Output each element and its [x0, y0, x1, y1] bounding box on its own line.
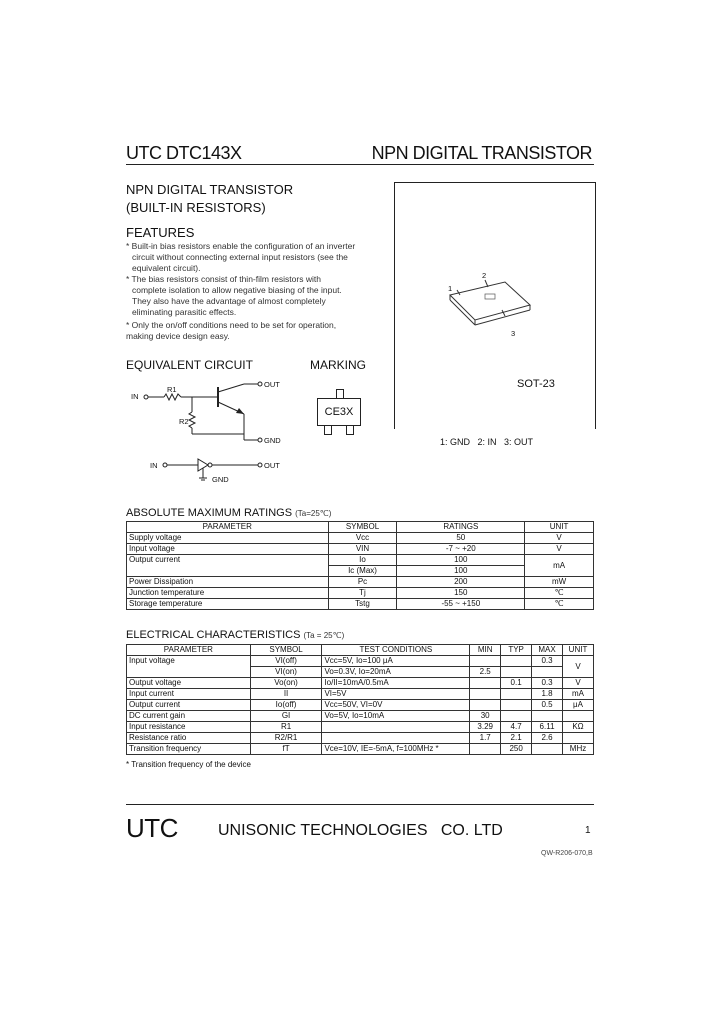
part-number: UTC DTC143X	[126, 143, 242, 163]
table-row	[127, 588, 594, 599]
out-label: OUT	[264, 380, 280, 389]
table-row	[127, 733, 594, 744]
col-parameter: PARAMETER	[127, 645, 251, 656]
title-line2: (BUILT-IN RESISTORS)	[126, 200, 266, 215]
cell: Vcc	[328, 533, 397, 544]
cell: mW	[525, 577, 594, 588]
cell: ℃	[525, 599, 594, 610]
pin3-label: 3	[511, 329, 516, 338]
cell: VI(on)	[250, 667, 322, 678]
gnd2-label: GND	[212, 475, 229, 484]
feature-line: making device design easy.	[126, 331, 230, 341]
cell: Output current	[127, 555, 329, 577]
col-min: MIN	[470, 645, 501, 656]
cell: KΩ	[563, 722, 594, 733]
cell: ℃	[525, 588, 594, 599]
col-parameter: PARAMETER	[127, 522, 329, 533]
marking-heading: MARKING	[310, 358, 367, 372]
feature-line: circuit without connecting external input resistors (see the	[132, 252, 348, 262]
cell: R2/R1	[250, 733, 322, 744]
cell: -7 ~ +20	[397, 544, 525, 555]
feature-line: * Only the on/off conditions need to be set for operation,	[126, 320, 337, 330]
cell: 0.5	[532, 700, 563, 711]
gnd-label: GND	[264, 436, 281, 445]
cell: Resistance ratio	[127, 733, 251, 744]
cell: Power Dissipation	[127, 577, 329, 588]
cell: 50	[397, 533, 525, 544]
equivalent-circuit	[126, 372, 296, 492]
cell: mA	[563, 689, 594, 700]
cell	[532, 711, 563, 722]
cell: Output voltage	[127, 678, 251, 689]
elec-condition: (Ta = 25℃)	[303, 631, 345, 640]
cell	[470, 744, 501, 755]
cell	[322, 722, 470, 733]
cell: 100	[397, 555, 525, 566]
table-row	[127, 599, 594, 610]
cell: Input voltage	[127, 544, 329, 555]
table-row	[127, 689, 594, 700]
cell: Vo(on)	[250, 678, 322, 689]
header-rule	[126, 164, 594, 165]
marking-pin-bl	[324, 425, 332, 435]
features-heading: FEATURES	[126, 225, 195, 240]
r2-label: R2	[179, 417, 189, 426]
cell: Input resistance	[127, 722, 251, 733]
footer-logo: UTC	[126, 813, 178, 843]
feature-line: * Built-in bias resistors enable the configuration of an inverter	[126, 241, 356, 251]
cell: Storage temperature	[127, 599, 329, 610]
cell: Vcc=5V, Io=100 μA	[322, 656, 470, 667]
cell	[501, 700, 532, 711]
cell: Pc	[328, 577, 397, 588]
cell: Io/II=10mA/0.5mA	[322, 678, 470, 689]
cell	[501, 689, 532, 700]
cell: VIN	[328, 544, 397, 555]
cell: Input current	[127, 689, 251, 700]
col-test-conditions: TEST CONDITIONS	[322, 645, 470, 656]
footer-company: UNISONIC TECHNOLOGIES CO. LTD	[218, 822, 503, 839]
feature-line: complete isolation to allow negative biasing of the input.	[132, 285, 342, 295]
col-symbol: SYMBOL	[328, 522, 397, 533]
cell: 2.6	[532, 733, 563, 744]
table-row	[127, 577, 594, 588]
table-header-row	[127, 645, 594, 656]
col-unit: UNIT	[525, 522, 594, 533]
cell: 150	[397, 588, 525, 599]
feature-line: They also have the advantage of almost completely	[132, 296, 326, 306]
col-typ: TYP	[501, 645, 532, 656]
in-label: IN	[131, 392, 139, 401]
cell	[532, 744, 563, 755]
cell: Io	[328, 555, 397, 566]
cell: 4.7	[501, 722, 532, 733]
cell: GI	[250, 711, 322, 722]
features-list	[126, 241, 376, 342]
marking-pin-br	[346, 425, 354, 435]
cell: Junction temperature	[127, 588, 329, 599]
cell	[501, 711, 532, 722]
cell: DC current gain	[127, 711, 251, 722]
table-row	[127, 533, 594, 544]
cell	[470, 656, 501, 667]
cell: Vce=10V, IE=-5mA, f=100MHz *	[322, 744, 470, 755]
cell	[470, 689, 501, 700]
cell: V	[525, 533, 594, 544]
cell: Output current	[127, 700, 251, 711]
feature-line: eliminating parasitic effects.	[132, 307, 237, 317]
table-header-row	[127, 522, 594, 533]
cell: II	[250, 689, 322, 700]
table-row	[127, 700, 594, 711]
cell: fT	[250, 744, 322, 755]
feature-line: * The bias resistors consist of thin-film resistors with	[126, 274, 321, 284]
cell: -55 ~ +150	[397, 599, 525, 610]
cell: μA	[563, 700, 594, 711]
cell	[501, 667, 532, 678]
abs-max-table	[126, 521, 594, 610]
cell: 0.3	[532, 678, 563, 689]
cell: MHz	[563, 744, 594, 755]
cell	[322, 733, 470, 744]
page-number: 1	[585, 825, 591, 836]
cell	[501, 656, 532, 667]
cell: Transition frequency	[127, 744, 251, 755]
elec-title: ELECTRICAL CHARACTERISTICS	[126, 629, 301, 641]
cell: 100	[397, 566, 525, 577]
cell: 200	[397, 577, 525, 588]
elec-footnote: * Transition frequency of the device	[126, 760, 251, 769]
cell: R1	[250, 722, 322, 733]
cell	[563, 733, 594, 744]
table-row	[127, 678, 594, 689]
table-row	[127, 744, 594, 755]
in2-label: IN	[150, 461, 158, 470]
col-symbol: SYMBOL	[250, 645, 322, 656]
cell: VI(off)	[250, 656, 322, 667]
cell	[470, 700, 501, 711]
cell: Vo=5V, Io=10mA	[322, 711, 470, 722]
cell: VI=5V	[322, 689, 470, 700]
cell: Io(off)	[250, 700, 322, 711]
col-ratings: RATINGS	[397, 522, 525, 533]
cell: Vo=0.3V, Io=20mA	[322, 667, 470, 678]
cell: V	[525, 544, 594, 555]
sot23-drawing	[430, 270, 550, 340]
abs-max-title: ABSOLUTE MAXIMUM RATINGS	[126, 507, 293, 519]
cell: 30	[470, 711, 501, 722]
equivalent-heading: EQUIVALENT CIRCUIT	[126, 358, 253, 372]
cell: 0.1	[501, 678, 532, 689]
cell: Ic (Max)	[328, 566, 397, 577]
cell: Tj	[328, 588, 397, 599]
title-line1: NPN DIGITAL TRANSISTOR	[126, 182, 294, 197]
device-type: NPN DIGITAL TRANSISTOR	[371, 143, 592, 163]
package-name: SOT-23	[517, 378, 555, 390]
cell: 1.8	[532, 689, 563, 700]
cell: 1.7	[470, 733, 501, 744]
col-max: MAX	[532, 645, 563, 656]
cell: mA	[525, 555, 594, 577]
cell	[532, 667, 563, 678]
cell: 250	[501, 744, 532, 755]
r1-label: R1	[167, 385, 177, 394]
marking-code: CE3X	[317, 398, 361, 426]
cell: 0.3	[532, 656, 563, 667]
cell: 3.29	[470, 722, 501, 733]
cell	[470, 678, 501, 689]
pin2-label: 2	[482, 271, 487, 280]
table-row	[127, 544, 594, 555]
abs-max-condition: (Ta=25℃)	[295, 509, 332, 518]
elec-heading	[126, 629, 344, 641]
col-unit: UNIT	[563, 645, 594, 656]
feature-line: equivalent circuit).	[132, 263, 201, 273]
cell: V	[563, 656, 594, 678]
abs-max-heading	[126, 507, 331, 519]
cell: Vcc=50V, VI=0V	[322, 700, 470, 711]
pin1-label: 1	[448, 284, 453, 293]
doc-number: QW-R206-070,B	[541, 850, 593, 857]
table-row	[127, 711, 594, 722]
elec-table	[126, 644, 594, 755]
out2-label: OUT	[264, 461, 280, 470]
cell: 2.5	[470, 667, 501, 678]
table-row	[127, 656, 594, 667]
table-row	[127, 555, 594, 566]
cell	[563, 711, 594, 722]
cell: 6.11	[532, 722, 563, 733]
pin-assignment: 1: GND 2: IN 3: OUT	[440, 437, 534, 447]
cell: V	[563, 678, 594, 689]
cell: Input voltage	[127, 656, 251, 678]
table-row	[127, 722, 594, 733]
cell: Tstg	[328, 599, 397, 610]
footer-rule	[126, 804, 594, 805]
cell: Supply voltage	[127, 533, 329, 544]
cell: 2.1	[501, 733, 532, 744]
